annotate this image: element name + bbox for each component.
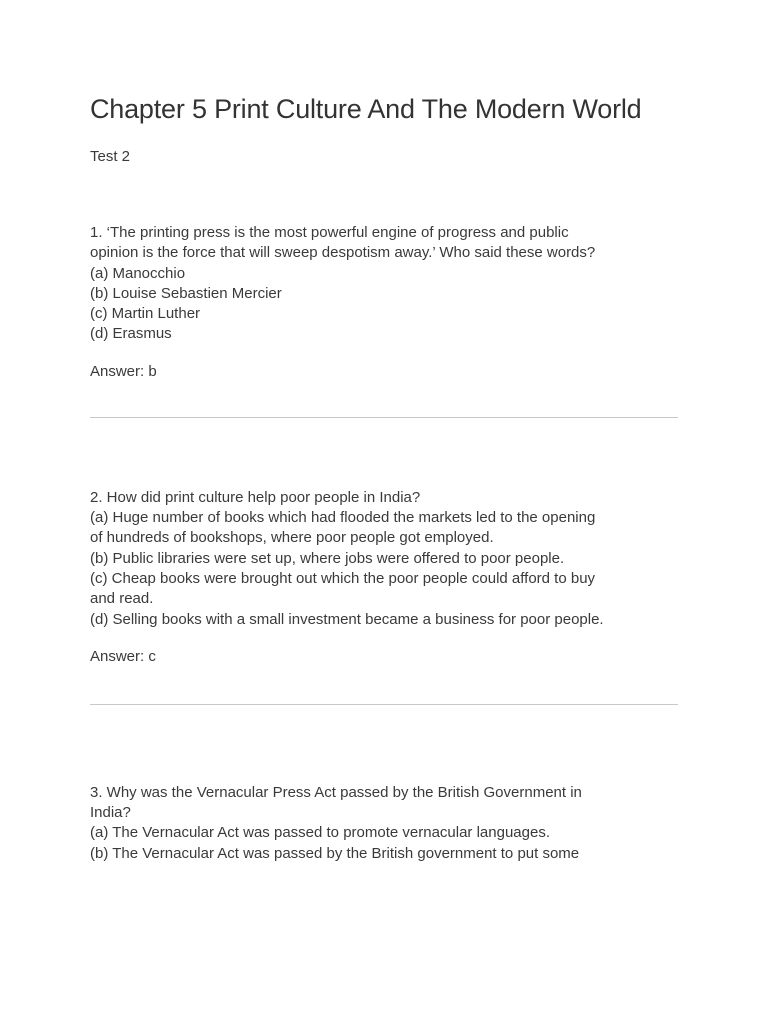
question-2-option-a-line-1: (a) Huge number of books which had flooded the markets led to the opening <box>90 509 596 527</box>
question-1-stem-line-1: 1. ‘The printing press is the most powerful engine of progress and public <box>90 224 569 241</box>
question-2-answer: Answer: c <box>90 647 156 665</box>
question-1-option-a: (a) Manocchio <box>90 264 186 282</box>
question-3-option-a: (a) The Vernacular Act was passed to promote vernacular languages. <box>90 824 550 842</box>
question-1 <box>90 223 680 345</box>
question-1-option-c: (c) Martin Luther <box>90 305 201 323</box>
question-2-option-c-line-1: (c) Cheap books were brought out which the poor people could afford to buy <box>90 569 596 587</box>
question-2-stem-line-1: 2. How did print culture help poor people in India? <box>90 488 421 506</box>
question-3-stem-line-2: India? <box>90 804 131 822</box>
question-2-option-b: (b) Public libraries were set up, where jobs were offered to poor people. <box>90 549 565 567</box>
question-3-option-b-partial: (b) The Vernacular Act was passed by the British government to put some <box>90 844 580 862</box>
question-1-option-d: (d) Erasmus <box>90 325 172 343</box>
divider-2 <box>90 704 678 705</box>
question-1-stem-line-2: opinion is the force that will sweep despotism away.’ Who said these words? <box>90 244 596 262</box>
question-1-option-b: (b) Louise Sebastien Mercier <box>90 284 282 302</box>
test-label: Test 2 <box>90 148 131 165</box>
question-2-option-a-line-2: of hundreds of bookshops, where poor people got employed. <box>90 529 494 547</box>
question-1-answer: Answer: b <box>90 362 157 380</box>
question-2 <box>90 488 680 630</box>
page-title: Chapter 5 Print Culture And The Modern World <box>90 94 642 124</box>
question-3-stem-line-1: 3. Why was the Vernacular Press Act passed by the British Government in <box>90 783 582 801</box>
question-2-option-d: (d) Selling books with a small investment became a business for poor people. <box>90 610 604 628</box>
question-2-option-c-line-2: and read. <box>90 590 154 608</box>
question-3 <box>90 783 680 864</box>
divider-1 <box>90 417 678 418</box>
document-page <box>90 92 680 864</box>
